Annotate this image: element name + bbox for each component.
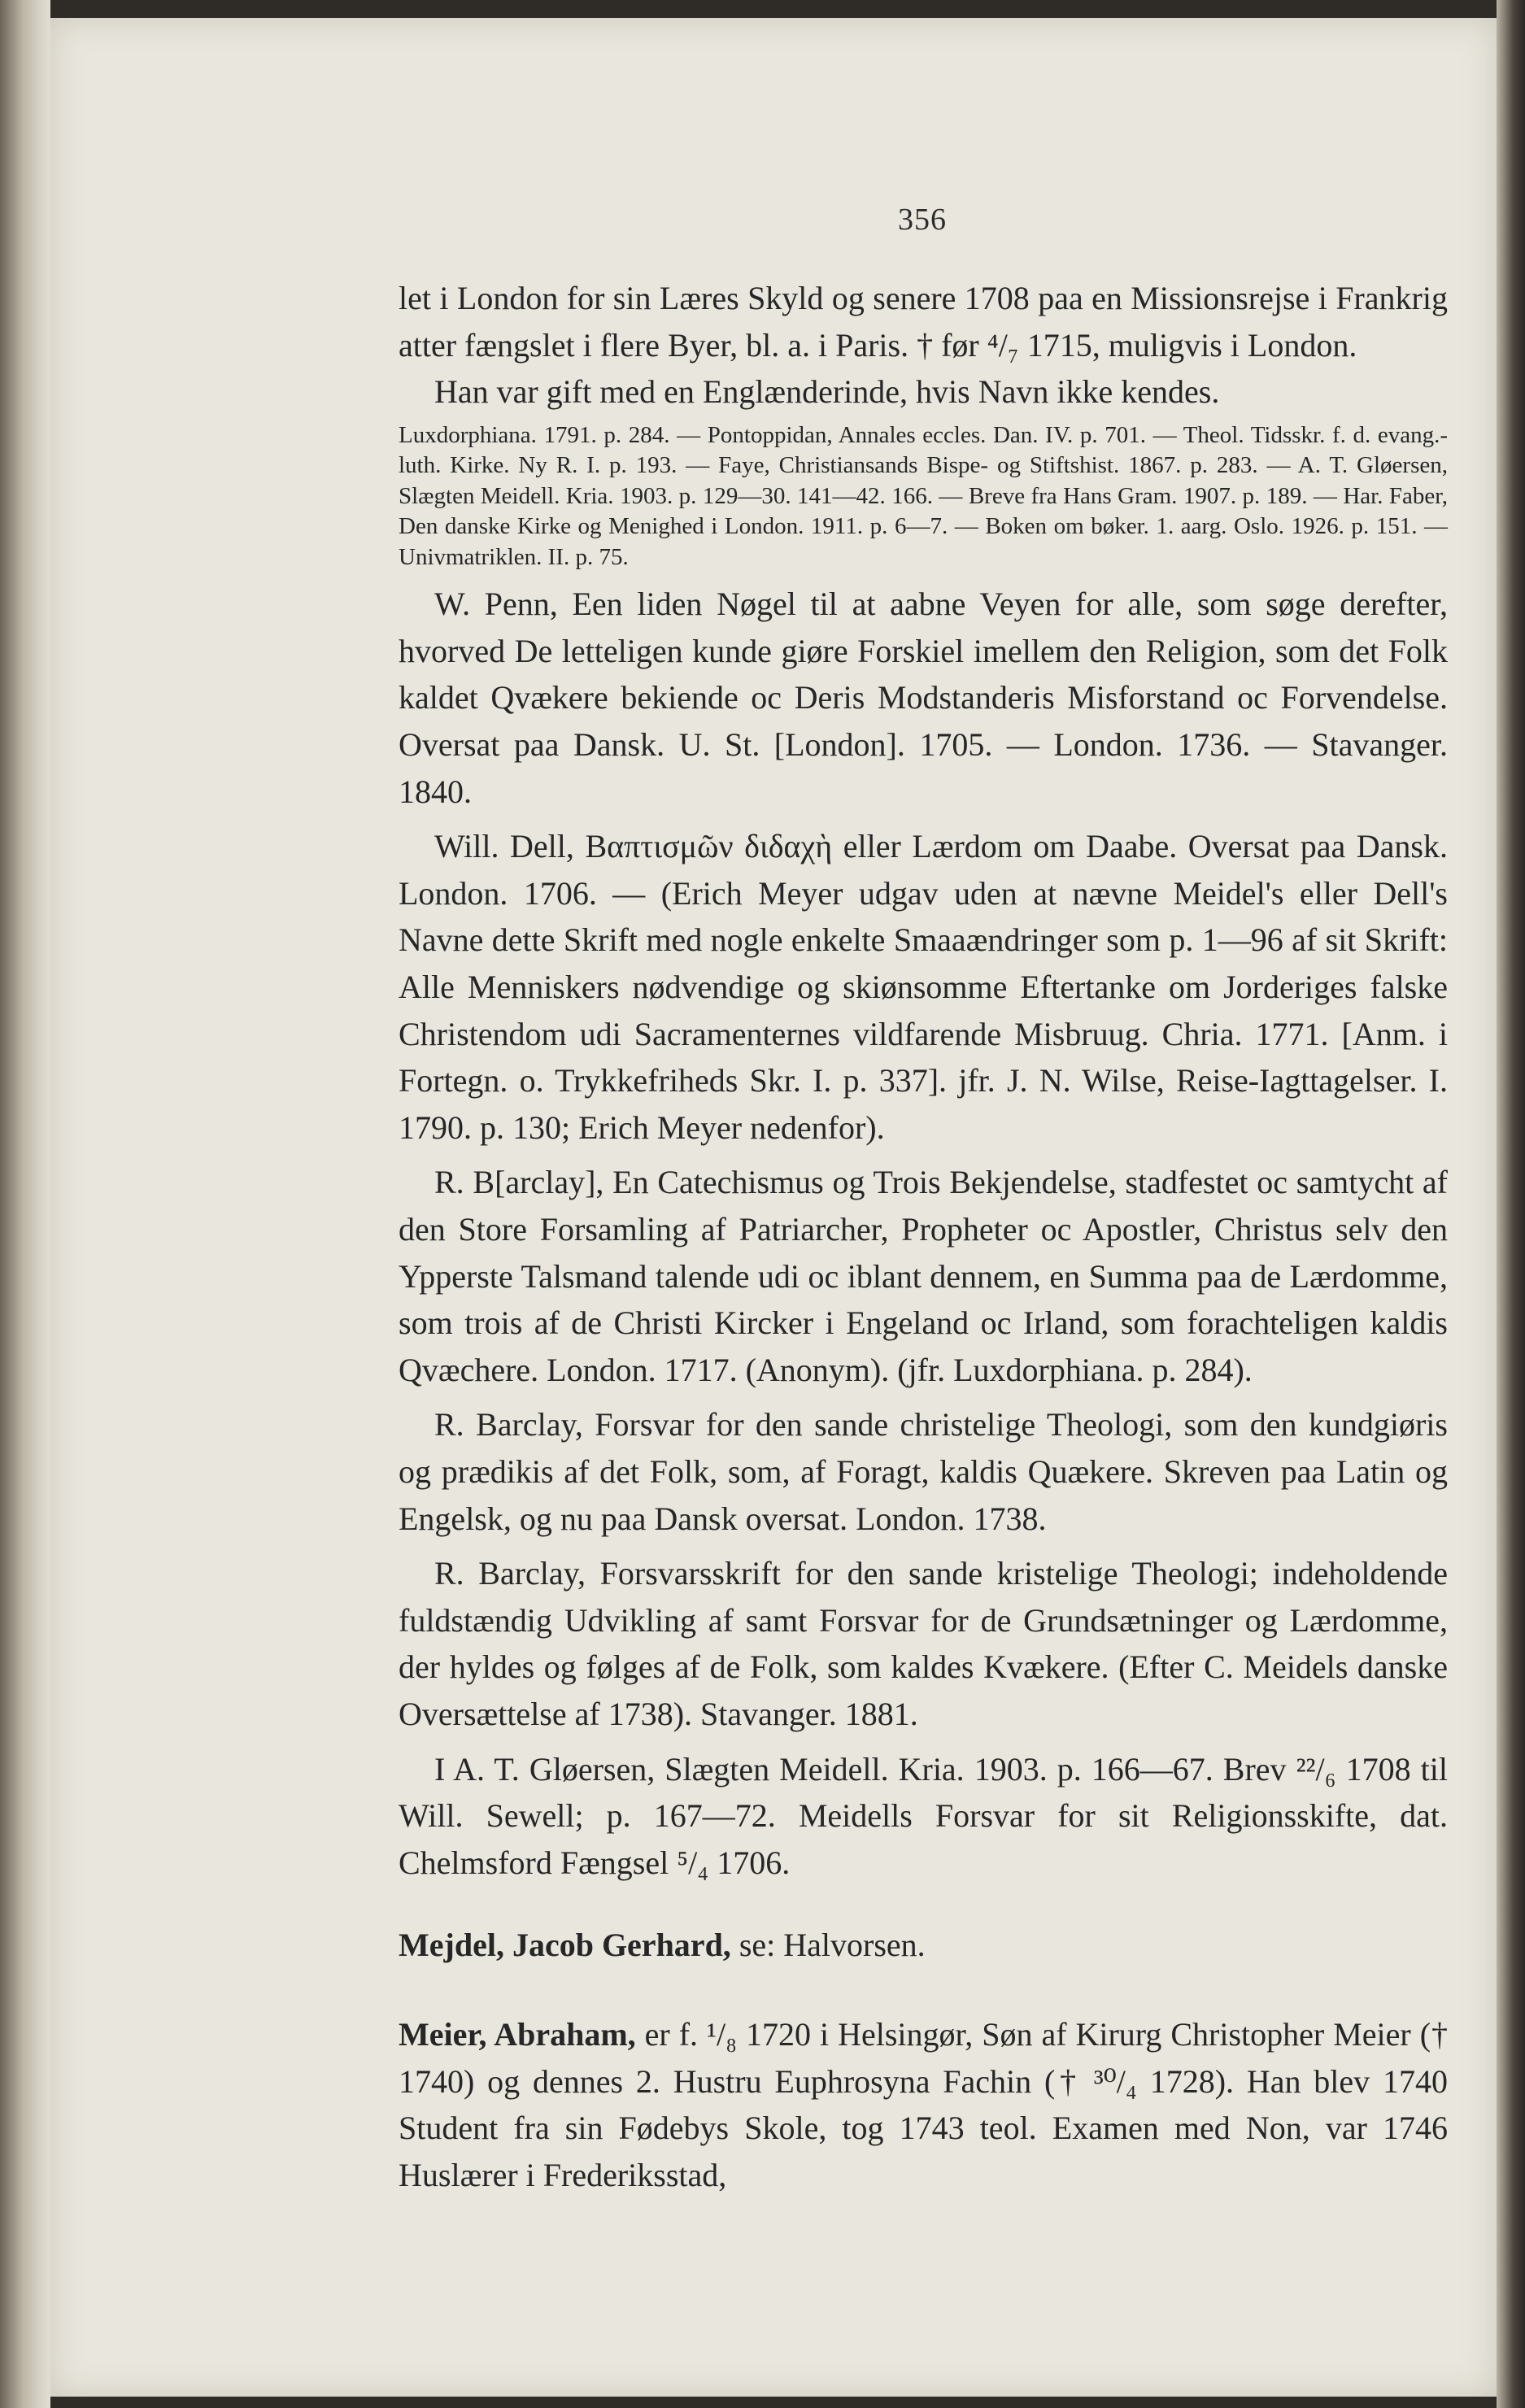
paragraph-continuation: let i London for sin Læres Skyld og senere 1708 paa en Missionsrejse i Frankrig atter fængslet i flere Byer, bl. a. i Paris. † før ⁴/₇ 1715, muligvis i London. (399, 280, 1448, 364)
entry-mejdel-name: Mejdel, Jacob Gerhard, (399, 1927, 731, 1964)
bibliography-entry-barclay-forsvar: R. Barclay, Forsvar for den sande christelige Theologi, som den kundgiøris og prædikis af det Folk, som, af Foragt, kaldis Quækere. Skreven paa Latin og Engelsk, og nu paa Dansk oversat. London. 1738. (399, 1406, 1448, 1537)
reference-gloersen: I A. T. Gløersen, Slægten Meidell. Kria. 1903. p. 166—67. Brev ²²/₆ 1708 til Will. Sewell; p. 167—72. Meidells Forsvar for sit Religionsskifte, dat. Chelmsford Fængsel ⁵/₄ 1706. (399, 1750, 1448, 1881)
entry-meier-name: Meier, Abraham, (399, 2015, 636, 2053)
entry-mejdel (399, 1922, 1448, 1969)
entry-meier (399, 2011, 1448, 2198)
entry-mejdel-text: se: Halvorsen. (730, 1927, 926, 1964)
bibliography-entry-dell: Will. Dell, Βαπτισμῶν διδαχὴ eller Lærdom om Daabe. Oversat paa Dansk. London. 1706. — (Erich Meyer udgav uden at nævne Meidel's eller Dell's Navne dette Skrift med nogle enkelte Smaaændringer som p. 1—96 af sit Skrift: Alle Menniskers nødvendige og skiønsomme Eftertanke om Jorderiges falske Christendom udi Sacramenternes vildfarende Misbruug. Chria. 1771. [Anm. i Fortegn. o. Trykkefriheds Skr. I. p. 337]. jfr. J. N. Wilse, Reise-Iagttagelser. I. 1790. p. 130; Erich Meyer nedenfor). (399, 828, 1448, 1146)
page-right-edge (1497, 0, 1525, 2408)
page-number: 356 (898, 202, 947, 237)
bibliography-entry-penn: W. Penn, Een liden Nøgel til at aabne Veyen for alle, som søge derefter, hvorved De letteligen kunde giøre Forskiel imellem den Religion, som det Folk kaldet Qvækere bekiende oc Deris Modstanderis Misforstand oc Forvendelse. Oversat paa Dansk. U. St. [London]. 1705. — London. 1736. — Stavanger. 1840. (399, 586, 1448, 810)
paragraph-marriage: Han var gift med en Englænderinde, hvis Navn ikke kendes. (434, 373, 1220, 411)
bibliography-entry-barclay-catechismus: R. B[arclay], En Catechismus og Trois Bekjendelse, stadfestet oc samtycht af den Store Forsamling af Patriarcher, Propheter oc Apostler, Christus selv den Ypperste Talsmand talende udi oc iblant dennem, en Summa paa de Lærdomme, som trois af de Christi Kircker i Engeland oc Irland, som forachteligen kaldis Qvæchere. London. 1717. (Anonym). (jfr. Luxdorphiana. p. 284). (399, 1164, 1448, 1388)
entry-meier-text: er f. ¹/₈ 1720 i Helsingør, Søn af Kirurg Christopher Meier († 1740) og dennes 2. Hustru Euphrosyna Fachin († ³⁰/₄ 1728). Han blev 1740 Student fra sin Fødebys Skole, tog 1743 teol. Examen med Non, var 1746 Huslærer i Frederiksstad, (399, 2015, 1448, 2193)
bibliography-entry-barclay-forsvarsskrift: R. Barclay, Forsvarsskrift for den sande kristelige Theologi; indeholdende fuldstændig Udvikling af samt Forsvar for de Grundsætninger og Lærdomme, der hyldes og følges af de Folk, som kaldes Kvækere. (Efter C. Meidels danske Oversættelse af 1738). Stavanger. 1881. (399, 1555, 1448, 1732)
citation-list: Luxdorphiana. 1791. p. 284. — Pontoppidan, Annales eccles. Dan. IV. p. 701. — Theol. Tidsskr. f. d. evang.-luth. Kirke. Ny R. I. p. 193. — Faye, Christiansands Bispe- og Stiftshist. 1867. p. 283. — A. T. Gløersen, Slægten Meidell. Kria. 1903. p. 129—30. 141—42. 166. — Breve fra Hans Gram. 1907. p. 189. — Har. Faber, Den danske Kirke og Menighed i London. 1911. p. 6—7. — Boken om bøker. 1. aarg. Oslo. 1926. p. 151. — Univmatriklen. II. p. 75. (399, 421, 1448, 570)
book-spine-edge (0, 0, 50, 2408)
page-body (399, 275, 1448, 2198)
